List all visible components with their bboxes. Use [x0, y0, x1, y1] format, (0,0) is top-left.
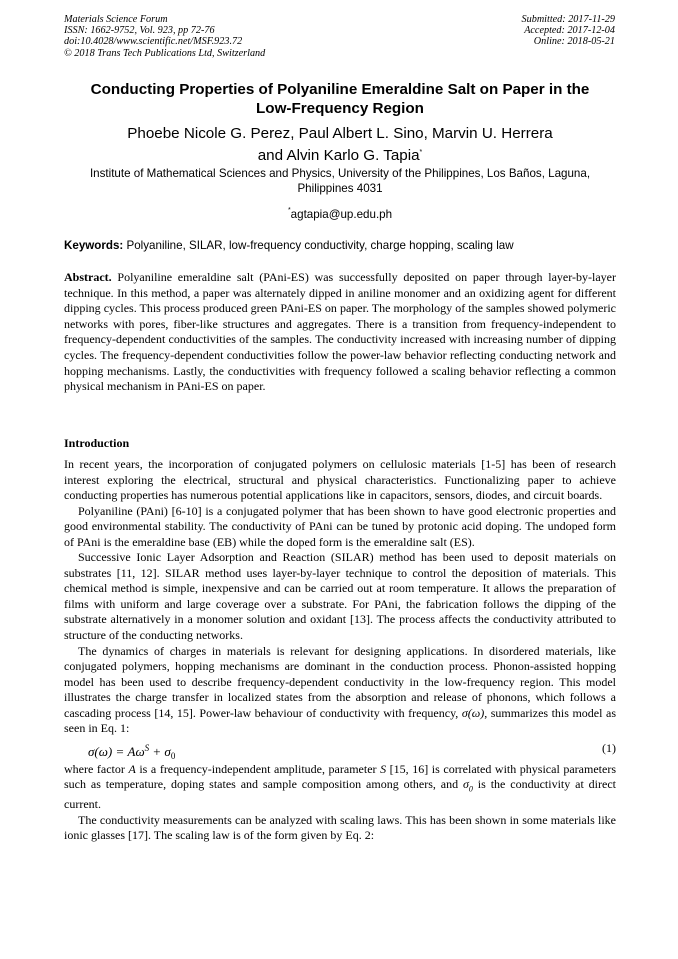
abstract	[64, 270, 616, 395]
authors-line-2-text: and Alvin Karlo G. Tapia	[257, 147, 420, 164]
paragraph: The conductivity measurements can be analyzed with scaling laws. This has been shown in some materials like ionic glasses [17]. The scaling law is of the form given by Eq. 2:	[64, 812, 616, 843]
paragraph-text: , summarizes this model as seen in Eq. 1:	[64, 705, 616, 736]
authors-line-1: Phoebe Nicole G. Perez, Paul Albert L. Sino, Marvin U. Herrera	[127, 125, 553, 142]
submitted-date: Submitted: 2017-11-29	[521, 14, 615, 25]
paragraph-text: [15, 16] is correlated with physical parameters such as temperature, doping states and sample composition among others, and	[64, 761, 616, 792]
journal-issn: ISSN: 1662-9752, Vol. 923, pp 72-76	[64, 25, 215, 37]
equation-1	[64, 739, 616, 761]
keywords-text: Polyaniline, SILAR, low-frequency conductivity, charge hopping, scaling law	[123, 239, 514, 252]
paper-title-line-2: Low-Frequency Region	[256, 99, 424, 117]
introduction-body	[64, 457, 616, 844]
paragraph-text: is the conductivity at direct current.	[64, 777, 616, 812]
dates-header	[522, 14, 615, 48]
paper-title-line-1: Conducting Properties of Polyaniline Emeraldine Salt on Paper in the	[90, 81, 590, 98]
sigma-subscript: 0	[468, 784, 473, 794]
keywords	[64, 238, 616, 253]
paragraph	[64, 644, 616, 737]
section-heading-introduction: Introduction	[64, 436, 130, 450]
email-marker: *	[287, 207, 291, 214]
abstract-text: Polyaniline emeraldine salt (PAni-ES) was successfully deposited on paper through layer-by-layer technique. In this method, a paper was alternately dipped in aniline monomer and an oxidizing agent for different dipping cycles. This process produced green PAni-ES on paper. The morphology of the samples showed polymeric networks with pores, fiber-like structures and aggregates. There is a transition from frequency-independent to frequency-dependent conductivities of the samples. The conductivity increased with increasing number of dipping cycles. The frequency-dependent conductivities follow the power-law behavior reflecting conducting network and hopping mechanisms. Lastly, the conductivities with frequency followed a scaling behavior reflecting a common physical mechanism in PAni-ES on paper.	[64, 270, 616, 394]
paragraph: In recent years, the incorporation of conjugated polymers on cellulosic materials [1-5] has been of research interest exploring the electrical, structural and physical characteristics. Functionalizing paper to achieve conducting properties has numerous potential applications like in capacitors, sensors, diodes, and circuit boards.	[64, 457, 616, 503]
paper-title	[64, 81, 616, 118]
affiliation-line-2: Philippines 4031	[297, 182, 383, 195]
sigma-omega-symbol: σ(ω)	[461, 705, 485, 720]
symbol-A: A	[128, 761, 136, 776]
equation-rhs: + σ	[149, 743, 171, 759]
journal-name: Materials Science Forum	[64, 14, 168, 25]
paragraph: Successive Ionic Layer Adsorption and Reaction (SILAR) method has been used to deposit materials on substrates [11, 12]. SILAR method uses layer-by-layer technique to control the deposition of materials. This chemical method is simple, inexpensive and can be carried out at room temperature. It allows the preparation of films with uniform and large coverage over a substrate. For PAni, the fabrication follows the dipping of the substrate alternatively in a monomer solution and oxidant [13]. The process affects the conductivity attributed to structure of the conducting networks.	[64, 550, 616, 643]
journal-doi[interactable]: doi:10.4028/www.scientific.net/MSF.923.72	[64, 36, 243, 48]
equation-subscript: 0	[170, 750, 176, 761]
symbol-sigma-0	[463, 777, 473, 794]
paragraph: Polyaniline (PAni) [6-10] is a conjugated polymer that has been shown to have good electronic properties and good environmental stability. The conductivity of PAni can be tuned by protonic acid doping. The undoped form of PAni is the emeraldine base (EB) while the doped form is the emeraldine salt (ES).	[64, 503, 616, 549]
equation-exponent: S	[144, 742, 150, 753]
symbol-S: S	[380, 761, 387, 776]
corresponding-author-marker: *	[419, 149, 423, 156]
paragraph	[64, 762, 616, 813]
paragraph-text: is a frequency-independent amplitude, parameter	[135, 761, 381, 776]
journal-copyright: © 2018 Trans Tech Publications Ltd, Switzerland	[64, 47, 266, 59]
sigma-symbol: σ	[463, 777, 469, 792]
equation-lhs: σ(ω) = Aω	[88, 743, 145, 759]
affiliation	[60, 166, 620, 196]
affiliation-line-1: Institute of Mathematical Sciences and Physics, University of the Philippines, Los Baños, Laguna,	[89, 167, 591, 180]
paragraph-text: where factor	[64, 761, 129, 776]
accepted-date: Accepted: 2017-12-04	[524, 25, 615, 37]
paragraph-text: The dynamics of charges in materials is relevant for designing applications. In disordered materials, like conjugated polymers, hopping mechanisms are dominant in the conduction process. Phonon-assisted hopping model has been used to describe frequency-dependent conductivity in the low-frequency region. This model illustrates the charge transfer in localized states from the absorption and release of phonons, which follows a cascading process [14, 15]. Power-law behaviour of conductivity with frequency,	[64, 643, 616, 720]
abstract-label: Abstract.	[64, 270, 112, 284]
email-address[interactable]: agtapia@up.edu.ph	[290, 208, 393, 221]
equation-1-number: (1)	[602, 740, 616, 755]
authors-line-2	[64, 143, 616, 165]
equation-1-expression	[88, 741, 175, 765]
keywords-label: Keywords:	[64, 239, 124, 252]
online-date: Online: 2018-05-21	[533, 36, 615, 48]
author-list	[64, 124, 616, 165]
corresponding-email	[64, 203, 616, 222]
journal-info-header	[64, 14, 265, 59]
